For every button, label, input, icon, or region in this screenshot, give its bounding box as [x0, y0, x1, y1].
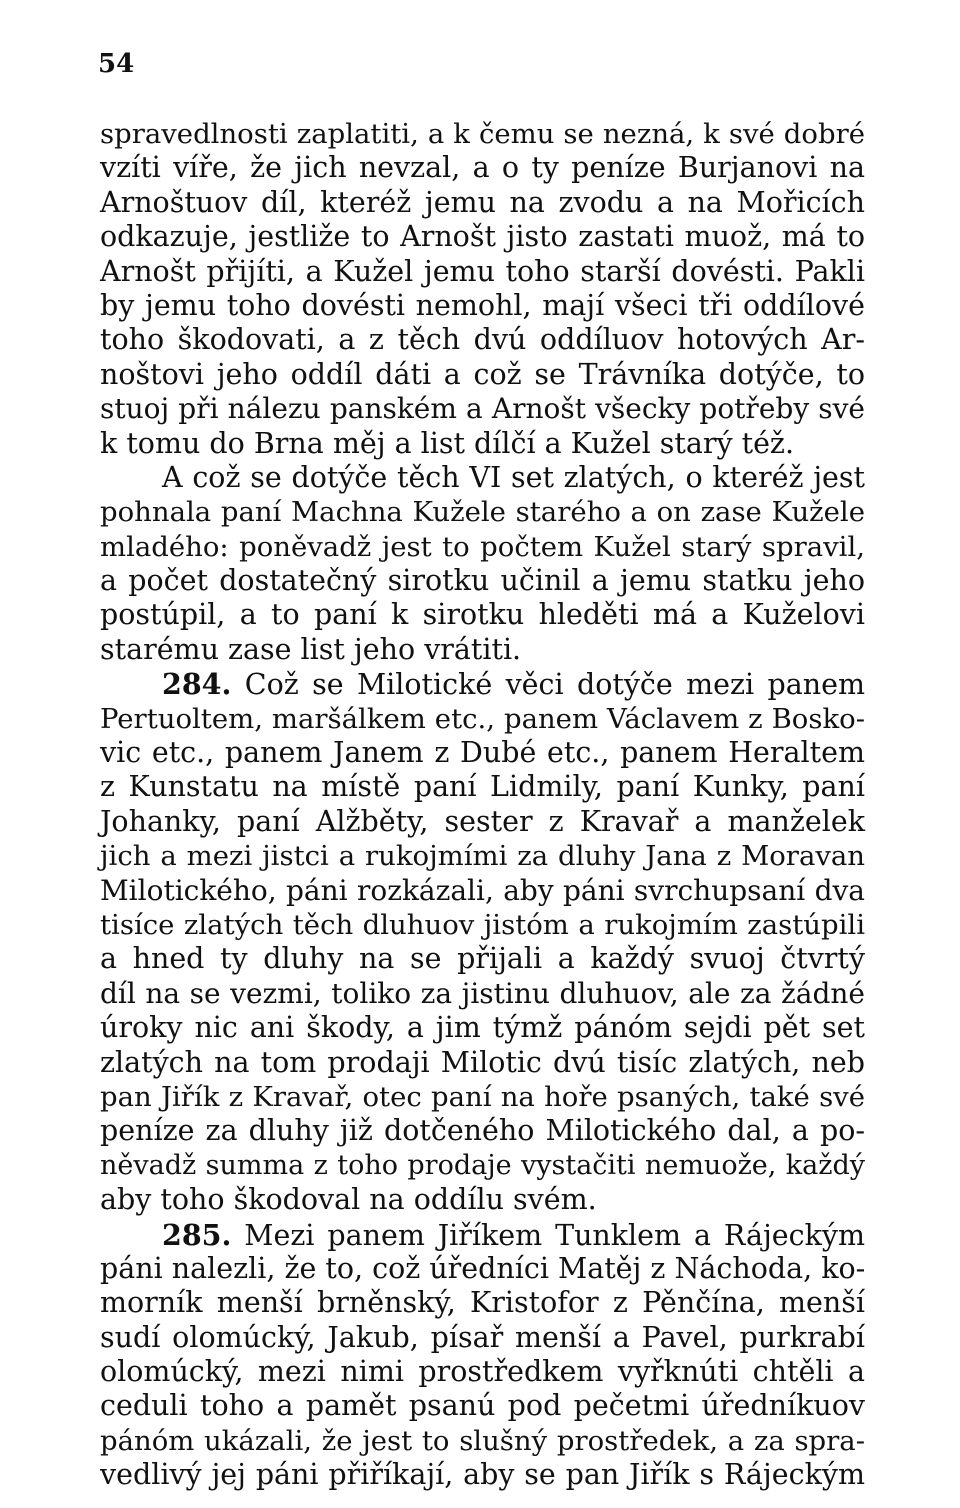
line-text: sudí olomúcký, Jakub, písař menší a Pavel, purkrabí [100, 1320, 865, 1354]
line-text: Arnošt přijíti, a Kužel jemu toho starší dovésti. Pakli [100, 254, 865, 288]
line-text: Což se Milotické věci dotýče mezi panem [231, 668, 865, 702]
line-text: vzíti víře, že jich nevzal, a o ty peníze Burjanovi na [100, 151, 865, 185]
text-line [100, 736, 865, 770]
page-number: 54 [98, 49, 135, 79]
line-text: a počet dostatečný sirotku učinil a jemu statku jeho [100, 564, 865, 598]
line-text: díl na se vezmi, toliko za jistinu dluhuov, ale za žádné [100, 976, 865, 1010]
text-line [100, 495, 865, 529]
line-text: jich a mezi jistci a rukojmími za dluhy Jana z Moravan [100, 840, 865, 873]
text-line [100, 358, 865, 392]
text-line [100, 255, 865, 289]
line-text: starému zase list jeho vrátiti. [100, 632, 522, 666]
text-line [100, 323, 865, 357]
line-text: morník menší brněnský, Kristofor z Pěnčína, menší [100, 1286, 865, 1320]
text-line [100, 1046, 865, 1080]
line-text: tisíce zlatých těch dluhuov jistóm a rukojmím zastúpili [100, 908, 865, 941]
line-text: něvadž summa z toho prodaje vystačiti nemuože, každý [100, 1149, 865, 1181]
line-text: mladého: poněvadž jest to počtem Kužel starý spravil, [100, 530, 865, 563]
text-line [100, 427, 865, 461]
text-line [100, 392, 865, 426]
text-line [100, 117, 865, 151]
text-line [100, 1355, 865, 1389]
line-text: a hned ty dluhy na se přijali a každý svuoj čtvrtý [100, 942, 865, 976]
line-text: k tomu do Brna měj a list dílčí a Kužel starý též. [100, 426, 795, 460]
text-line [100, 1183, 865, 1217]
line-text: toho škodovati, a z těch dvú oddíluov hotových Ar- [100, 323, 865, 357]
text-line [100, 186, 865, 220]
text-line [100, 1011, 865, 1045]
line-text: spravedlnosti zaplatiti, a k čemu se nezná, k své dobré [100, 118, 865, 150]
line-text: aby toho škodoval na oddílu svém. [100, 1183, 597, 1217]
line-text: Johanky, paní Alžběty, sester z Kravař a manželek [100, 804, 865, 838]
line-text: pánóm ukázali, že jest to slušný prostředek, a za spra- [100, 1424, 865, 1457]
line-text: úroky nic ani škody, a jim týmž pánóm sejdi pět set [100, 1011, 865, 1045]
line-text: pohnala paní Machna Kužele starého a on zase Kužele [100, 496, 865, 529]
line-text: Arnoštuov díl, kteréž jemu na zvodu a na Mořicích [100, 185, 865, 219]
text-line [100, 461, 865, 495]
text-line [100, 564, 865, 598]
line-text: pan Jiřík z Kravař, otec paní na hoře psaných, také své [100, 1080, 865, 1113]
text-line [100, 1286, 865, 1320]
text-line [100, 1080, 865, 1114]
line-text: olomúcký, mezi nimi prostředkem vyřknúti chtěli a [100, 1355, 865, 1389]
text-line [100, 977, 865, 1011]
text-line [100, 1389, 865, 1423]
line-text: Mezi panem Jiříkem Tunklem a Rájeckým [231, 1218, 865, 1252]
text-line [100, 1458, 865, 1492]
text-line [100, 289, 865, 323]
text-line [100, 1321, 865, 1355]
text-line [100, 770, 865, 804]
text-line [100, 530, 865, 564]
text-line [100, 874, 865, 908]
line-text: stuoj při nálezu panském a Arnošt všecky potřeby své [100, 392, 865, 426]
line-text: páni nalezli, že to, což úředníci Matěj z Náchoda, ko- [100, 1251, 866, 1285]
line-text: z Kunstatu na místě paní Lidmily, paní Kunky, paní [100, 770, 865, 804]
line-text: postúpil, a to paní k sirotku hleděti má a Kuželovi [100, 598, 865, 632]
text-line [100, 1218, 865, 1252]
line-text: by jemu toho dovésti nemohl, mají všeci tři oddílové [100, 288, 865, 322]
text-line [100, 667, 865, 701]
text-line [100, 220, 865, 254]
text-line [100, 942, 865, 976]
line-text: Pertuoltem, maršálkem etc., panem Václavem z Bosko- [100, 702, 865, 735]
text-line [100, 1114, 865, 1148]
line-text: Milotického, páni rozkázali, aby páni svrchupsaní dva [100, 873, 865, 907]
line-text: noštovi jeho oddíl dáti a což se Trávníka dotýče, to [100, 357, 865, 391]
text-line [100, 702, 865, 736]
text-line [100, 633, 865, 667]
text-line [100, 908, 865, 942]
paragraph-number: 285. [162, 1217, 232, 1252]
line-text: A což se dotýče těch VI set zlatých, o kteréž jest [162, 460, 865, 494]
line-text: vic etc., panem Janem z Dubé etc., panem Heraltem [100, 736, 865, 770]
body-text [100, 117, 865, 1493]
line-text: vedlivý jej páni přiříkají, aby se pan Jiřík s Rájeckým [100, 1458, 865, 1492]
line-text: odkazuje, jestliže to Arnošt jisto zastati muož, má to [100, 220, 865, 254]
text-line [100, 1149, 865, 1183]
text-line [100, 151, 865, 185]
line-text: zlatých na tom prodaji Milotic dvú tisíc zlatých, neb [100, 1045, 865, 1079]
text-line [100, 598, 865, 632]
text-line [100, 805, 865, 839]
text-line [100, 1424, 865, 1458]
text-line [100, 1252, 865, 1286]
line-text: peníze za dluhy již dotčeného Milotického dal, a po- [100, 1114, 865, 1148]
line-text: ceduli toho a pamět psanú pod pečetmi úředníkuov [100, 1389, 865, 1423]
text-line [100, 839, 865, 873]
paragraph-number: 284. [162, 667, 232, 702]
